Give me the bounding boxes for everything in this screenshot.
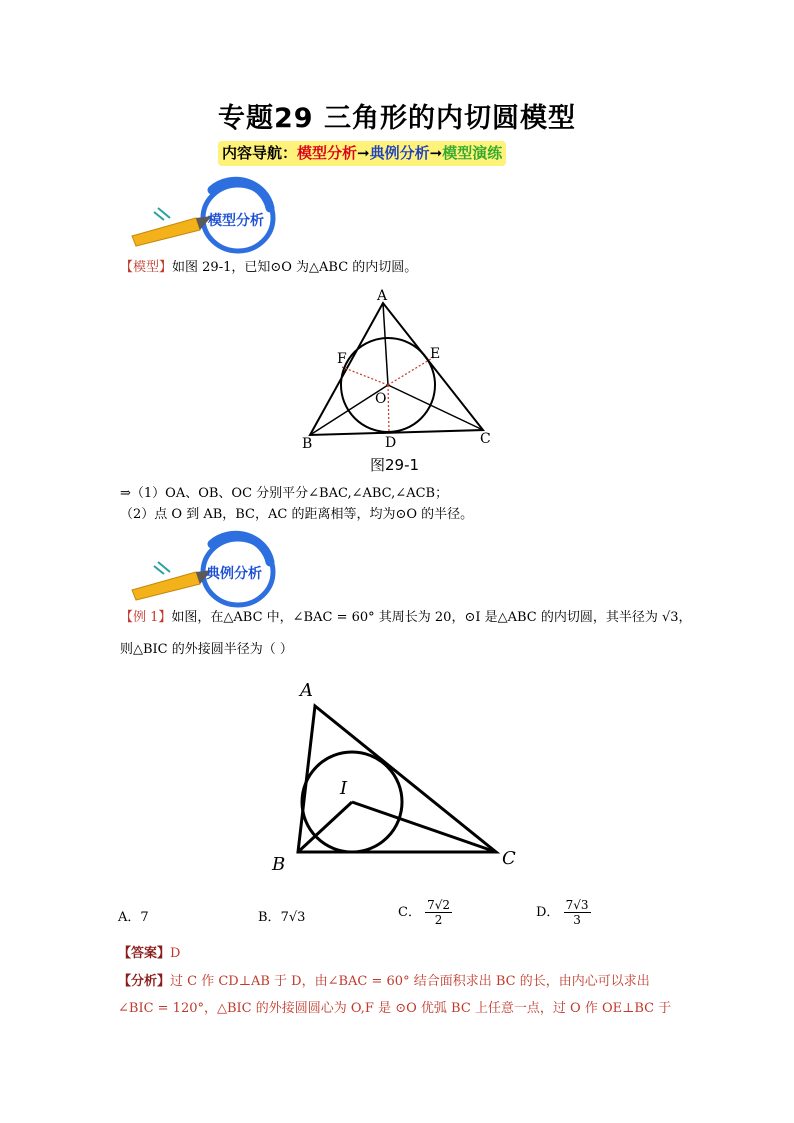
conclusion-1: ⇒（1）OA、OB、OC 分别平分∠BAC,∠ABC,∠ACB；	[120, 486, 449, 501]
example-text-1: 如图，在△ABC 中，∠BAC = 60° 其周长为 20，⊙I 是△ABC 的内切圆，其半径为 √3，	[171, 610, 692, 625]
arrow-icon: ➞	[429, 144, 443, 162]
incircle-diagram	[290, 286, 510, 476]
answer-line	[118, 944, 180, 964]
label-F: F	[337, 351, 347, 367]
analysis-text-1: 过 C 作 CD⊥AB 于 D，由∠BAC = 60° 结合面积求出 BC 的长，由内心可以求出	[170, 974, 650, 989]
answer-value: D	[170, 946, 181, 961]
analysis-tag: 【分析】	[118, 974, 171, 989]
badge-label: 典例分析	[206, 566, 262, 582]
label-B: B	[302, 436, 313, 452]
figure-29-1	[290, 286, 510, 476]
model-statement	[120, 258, 417, 278]
nav-item-example-analysis[interactable]: 典例分析	[369, 144, 430, 162]
example-tag: 【例 1】	[120, 610, 172, 625]
label-D: D	[385, 435, 397, 451]
label-B: B	[272, 854, 286, 875]
label-A: A	[300, 680, 313, 701]
badge-label: 模型分析	[208, 213, 264, 229]
answer-tag: 【答案】	[118, 946, 171, 961]
label-O: O	[375, 391, 387, 407]
label-I: I	[340, 778, 348, 799]
section-badge-model-analysis	[130, 174, 280, 256]
conclusion-2: （2）点 O 到 AB，BC，AC 的距离相等，均为⊙O 的半径。	[120, 507, 474, 522]
choice-D[interactable]: D． $\frac{7√3}{3}$	[536, 898, 589, 927]
model-text: 如图 29-1，已知⊙O 为△ABC 的内切圆。	[172, 260, 418, 275]
nav-prefix: 内容导航：	[222, 144, 298, 162]
label-C: C	[502, 848, 516, 869]
fraction: $\frac{7√3}{3}$	[565, 898, 589, 927]
figure-caption: 图29-1	[370, 456, 420, 474]
fraction: $\frac{7√2}{2}$	[427, 898, 451, 927]
choice-C[interactable]: C． $\frac{7√2}{2}$	[398, 898, 451, 927]
choice-A[interactable]: A．7	[118, 910, 149, 925]
arrow-icon: ➞	[357, 144, 370, 162]
figure-example-1	[260, 676, 530, 876]
content-nav	[218, 141, 506, 166]
example-1-line-2: 则△BIC 的外接圆半径为（ ）	[120, 642, 293, 657]
label-E: E	[430, 346, 441, 362]
model-tag: 【模型】	[120, 260, 173, 275]
label-A: A	[377, 288, 388, 304]
label-C: C	[480, 431, 491, 447]
choice-B[interactable]: B．7√3	[258, 910, 306, 925]
analysis-line-1	[118, 972, 650, 992]
section-badge-example-analysis	[130, 528, 280, 610]
triangle-incircle-diagram	[260, 676, 530, 876]
nav-item-model-analysis[interactable]: 模型分析	[297, 144, 358, 162]
analysis-line-2: ∠BIC = 120°，△BIC 的外接圆圆心为 O,F 是 ⊙O 优弧 BC 上任意一点，过 O 作 OE⊥BC 于	[118, 1001, 672, 1016]
example-1-line-1	[120, 608, 692, 628]
page-title: 专题29 三角形的内切圆模型	[218, 103, 576, 134]
nav-item-model-practice[interactable]: 模型演练	[442, 144, 503, 162]
